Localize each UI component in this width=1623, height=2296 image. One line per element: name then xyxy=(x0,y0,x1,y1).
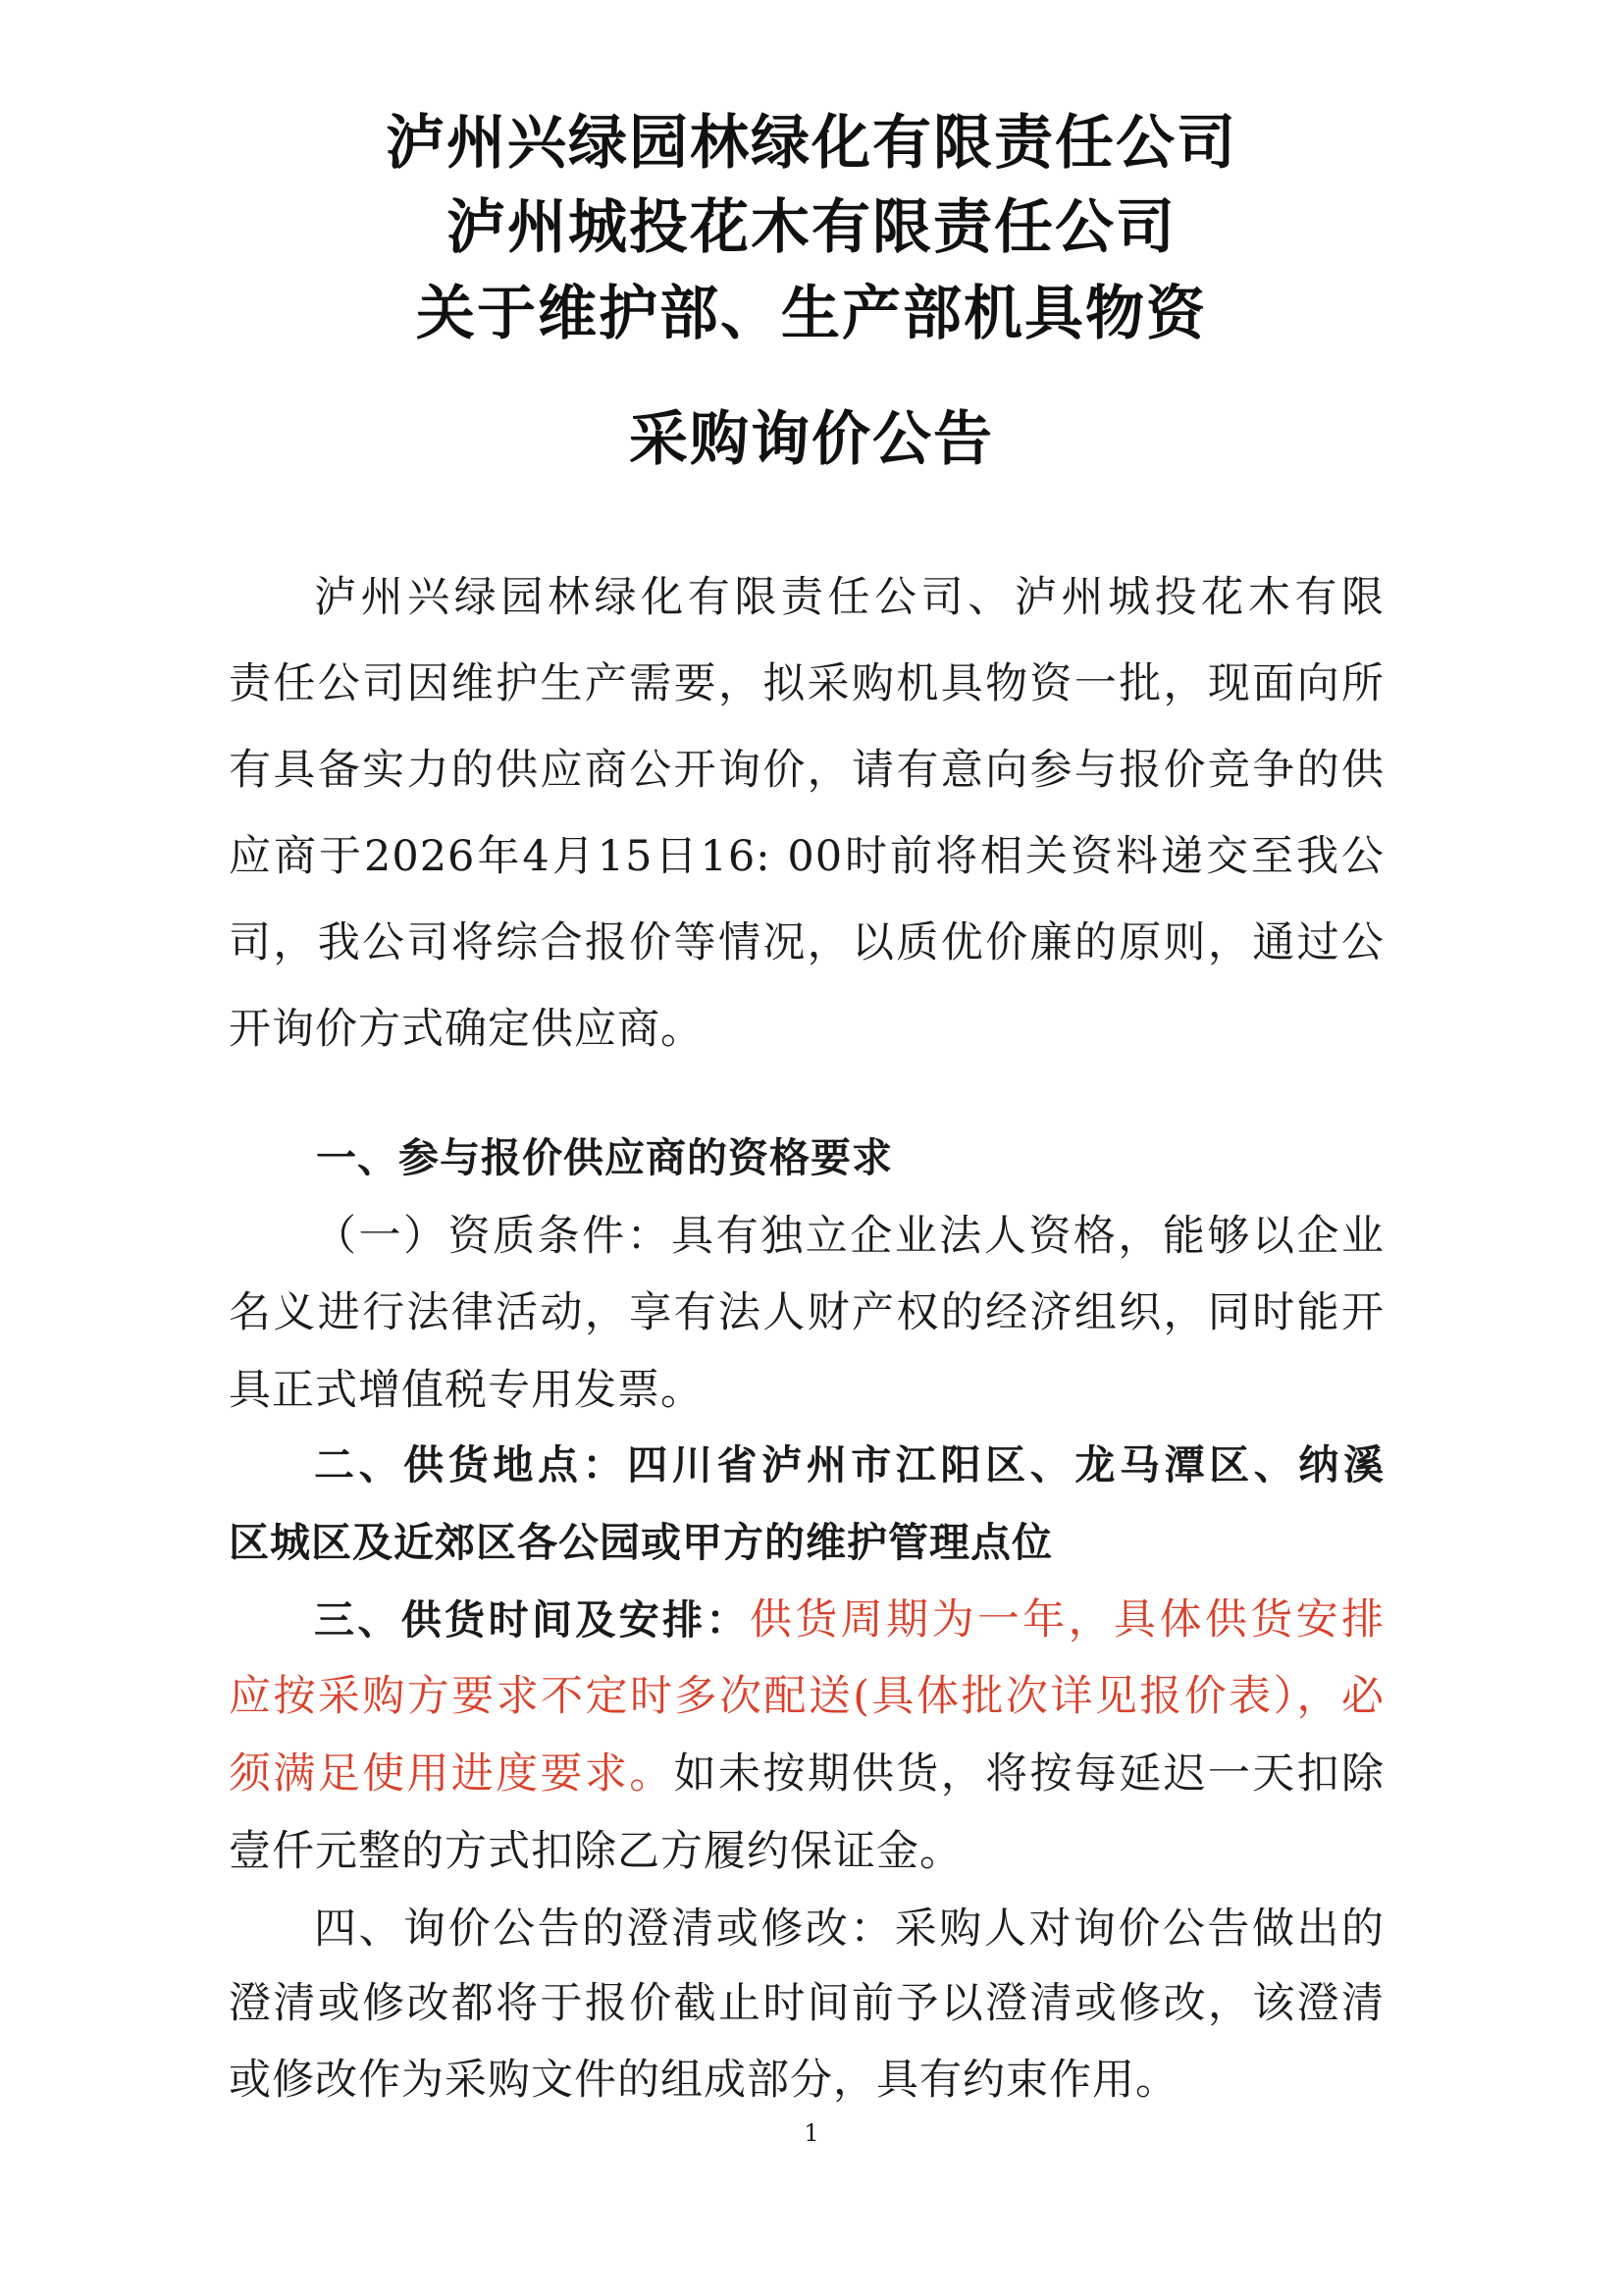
section3-label: 三、供货时间及安排： xyxy=(314,1596,750,1644)
intro-line: 泸州兴绿园林绿化有限责任公司、泸州城投花木有限 xyxy=(314,573,1385,622)
section3-line: 壹仟元整的方式扣除乙方履约保证金。 xyxy=(229,1827,963,1876)
intro-line: 有具备实力的供应商公开询价，请有意向参与报价竞争的供 xyxy=(229,746,1385,795)
section3-line: 应按采购方要求不定时多次配送(具体批次详见报价表），必 xyxy=(229,1672,1385,1721)
intro-line: 应商于2026年4月15日16: 00时前将相关资料递交至我公 xyxy=(229,832,1385,881)
section4-line: 澄清或修改都将于报价截止时间前予以澄清或修改，该澄清 xyxy=(229,1979,1385,2028)
section1-line: 具正式增值税专用发票。 xyxy=(229,1366,704,1415)
title-line-1: 泸州兴绿园林绿化有限责任公司 xyxy=(386,109,1237,178)
section2-location: 四川省泸州市江阳区、龙马潭区、纳溪 xyxy=(627,1441,1386,1488)
section4-line: 四、询价公告的澄清或修改：采购人对询价公告做出的 xyxy=(314,1905,1385,1954)
page-number: 1 xyxy=(804,2119,819,2147)
intro-line: 开询价方式确定供应商。 xyxy=(229,1005,704,1054)
section3-highlight: 供货周期为一年，具体供货安排 xyxy=(749,1595,1386,1644)
section3-highlight: 须满足使用进度要求。 xyxy=(229,1749,674,1799)
title-line-2: 泸州城投花木有限责任公司 xyxy=(446,193,1177,262)
section3-text: 如未按期供货，将按每延迟一天扣除 xyxy=(673,1749,1386,1799)
section2-label: 二、供货地点： xyxy=(314,1441,628,1488)
intro-line: 责任公司因维护生产需要，拟采购机具物资一批，现面向所 xyxy=(229,659,1385,708)
section3-line xyxy=(314,1594,1385,1645)
title-line-3: 关于维护部、生产部机具物资 xyxy=(416,280,1207,348)
section3-line xyxy=(229,1748,1385,1800)
section1-heading: 一、参与报价供应商的资格要求 xyxy=(316,1134,893,1181)
section2-line: 区城区及近郊区各公园或甲方的维护管理点位 xyxy=(229,1519,1053,1566)
section2-line xyxy=(314,1439,1385,1490)
section1-line: 名义进行法律活动，享有法人财产权的经济组织，同时能开 xyxy=(229,1288,1385,1337)
section1-line: （一）资质条件：具有独立企业法人资格，能够以企业 xyxy=(314,1212,1385,1261)
section4-line: 或修改作为采购文件的组成部分，具有约束作用。 xyxy=(229,2056,1178,2105)
intro-line: 司，我公司将综合报价等情况，以质优价廉的原则，通过公 xyxy=(229,918,1385,967)
title-line-4: 采购询价公告 xyxy=(629,405,994,474)
